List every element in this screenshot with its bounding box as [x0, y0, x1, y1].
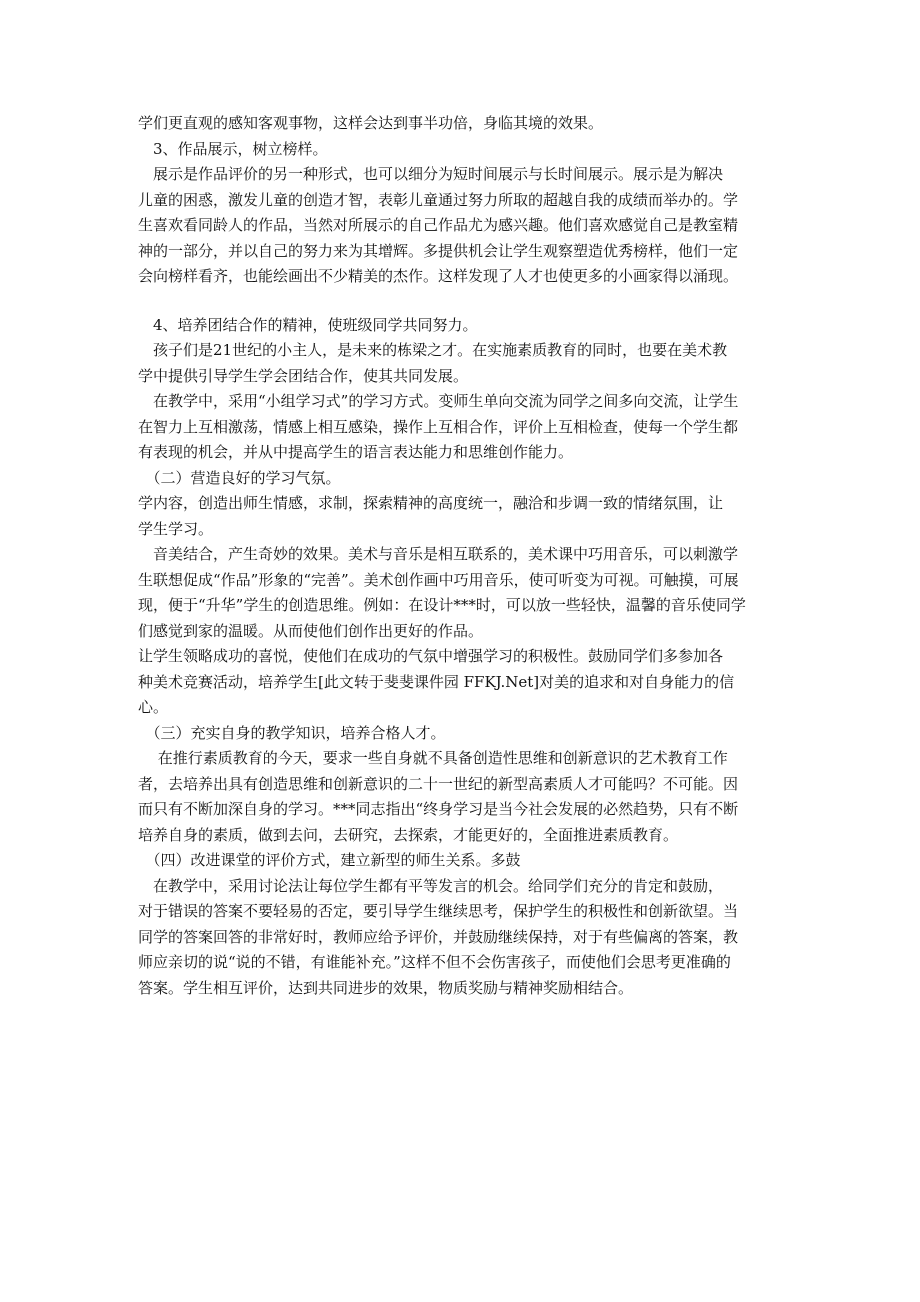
text-line: 在教学中，采用讨论法让每位学生都有平等发言的机会。给同学们充分的肯定和鼓励，	[138, 876, 724, 895]
text-line: 孩子们是21世纪的小主人，是未来的栋梁之才。在实施素质教育的同时，也要在美术教	[138, 341, 728, 359]
section-heading: 4、培养团结合作的精神，使班级同学共同努力。	[138, 315, 478, 334]
text-line: 音美结合，产生奇妙的效果。美术与音乐是相互联系的，美术课中巧用音乐，可以刺激学	[138, 545, 739, 563]
section-heading: 3、作品展示，树立榜样。	[138, 139, 328, 158]
document-body	[138, 111, 794, 1001]
text-line: 展示是作品评价的另一种形式，也可以细分为短时间展示与长时间展示。展示是为解决	[138, 165, 724, 183]
text-line: 对于错误的答案不要轻易的否定，要引导学生继续思考，保护学生的积极性和创新欲望。当	[138, 902, 739, 920]
text-line: 学生学习。	[138, 519, 214, 538]
text-line: 而只有不断加深自身的学习。***同志指出“终身学习是当今社会发展的必然趋势，只有不断	[138, 800, 739, 818]
text-line: 神的一部分，并以自己的努力来为其增辉。多提供机会让学生观察塑造优秀榜样，他们一定	[138, 241, 739, 260]
text-line: 在推行素质教育的今天，要求一些自身就不具备创造性思维和创新意识的艺术教育工作	[138, 749, 728, 767]
section-heading: （三）充实自身的教学知识，培养合格人才。	[138, 723, 446, 742]
section-heading: （二）营造良好的学习气氛。	[138, 468, 341, 487]
text-line: 生喜欢看同龄人的作品，当然对所展示的自己作品尤为感兴趣。他们喜欢感觉自己是教室精	[138, 216, 739, 234]
text-line: 师应亲切的说“说的不错，有谁能补充。”这样不但不会伤害孩子，而使他们会思考更准确的	[138, 953, 731, 971]
text-line: 同学的答案回答的非常好时，教师应给予评价，并鼓励继续保持，对于有些偏离的答案，教	[138, 927, 739, 946]
text-line: 生联想促成“作品”形象的“完善”。美术创作画中巧用音乐，使可听变为可视。可触摸，可展	[138, 570, 739, 589]
text-line: 儿童的困惑，激发儿童的创造才智，表彰儿童通过努力所取的超越自我的成绩而举办的。学	[138, 190, 739, 209]
text-line: 种美术竞赛活动，培养学生[此文转于斐斐课件园 FFKJ.Net]对美的追求和对自身能力的信	[138, 672, 735, 691]
text-line: 会向榜样看齐，也能绘画出不少精美的杰作。这样发现了人才也使更多的小画家得以涌现。	[138, 267, 739, 285]
text-line: 们感觉到家的温暖。从而使他们创作出更好的作品。	[138, 621, 484, 640]
blank-line	[138, 290, 794, 313]
text-line: 学中提供引导学生学会团结合作，使其共同发展。	[138, 366, 469, 385]
text-line: 者，去培养出具有创造思维和创新意识的二十一世纪的新型高素质人才可能吗？不可能。因	[138, 774, 739, 793]
text-line: 心。	[138, 698, 169, 716]
text-line: 学内容，创造出师生情感，求制，探索精神的高度统一，融洽和步调一致的情绪氛围，让	[138, 494, 724, 512]
text-line: 现，便于“升华”学生的创造思维。例如：在设计***时，可以放一些轻快，温馨的音乐使同学	[138, 596, 746, 614]
text-line: 培养自身的素质，做到去问，去研究，去探索，才能更好的，全面推进素质教育。	[138, 825, 679, 844]
text-line: 答案。学生相互评价，达到共同进步的效果，物质奖励与精神奖励相结合。	[138, 978, 634, 997]
section-heading: （四）改进课堂的评价方式，建立新型的师生关系。多鼓	[138, 851, 521, 869]
text-line: 在智力上互相激荡，情感上相互感染，操作上互相合作，评价上互相检查，使每一个学生都	[138, 417, 739, 436]
text-line: 有表现的机会，并从中提高学生的语言表达能力和思维创作能力。	[138, 443, 574, 461]
text-line: 让学生领略成功的喜悦，使他们在成功的气氛中增强学习的积极性。鼓励同学们多参加各	[138, 647, 724, 665]
text-line: 在教学中，采用“小组学习式”的学习方式。变师生单向交流为同学之间多向交流，让学生	[138, 392, 739, 410]
text-line: 学们更直观的感知客观事物，这样会达到事半功倍，身临其境的效果。	[138, 114, 604, 132]
